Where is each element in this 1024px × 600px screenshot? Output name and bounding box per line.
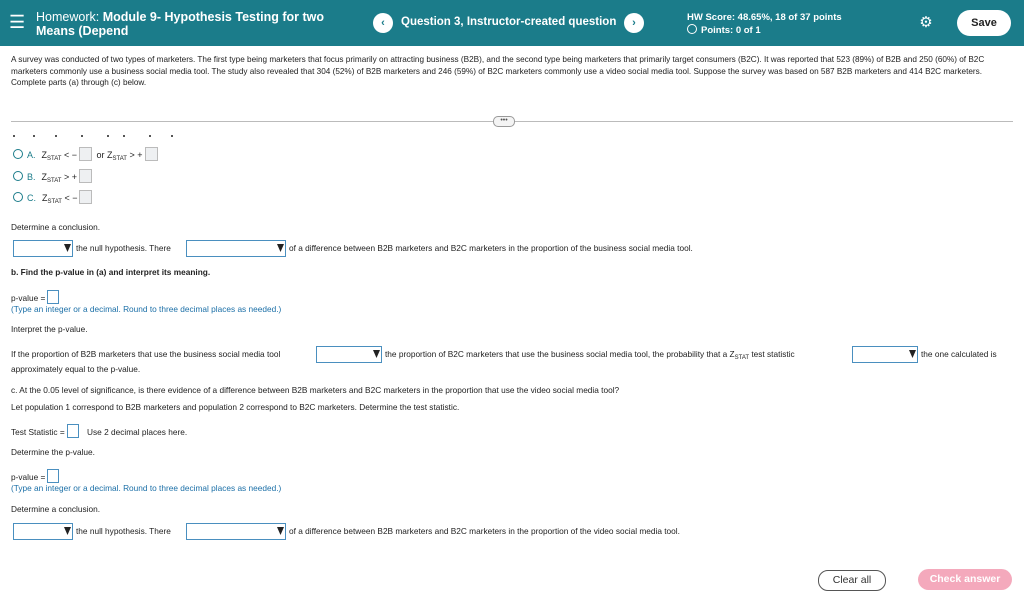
pvalue-b-row [11,290,59,304]
determine-conclusion-a: Determine a conclusion. [11,222,101,232]
hamburger-icon[interactable]: ☰ [9,12,26,32]
conclusion-a-mid: the null hypothesis. There [76,243,171,253]
interp-mid: the proportion of B2C marketers that use the business social media tool, the probability that a Z [385,349,735,359]
interpret-label: Interpret the p-value. [11,324,88,334]
pvalue-c-row [11,469,59,483]
clear-all-button[interactable]: Clear all [818,570,886,591]
z-symbol: Z [41,150,48,160]
option-a[interactable] [13,147,160,161]
option-b-critical-box[interactable] [79,169,92,183]
evidence-select-c[interactable] [186,523,286,540]
homework-name: Module 9- Hypothesis Testing for two Means (Depend [36,10,325,38]
question-intro: A survey was conducted of two types of marketers. The first type being marketers that focus primarily on attracting business (B2B), and the second type being marketers that primarily target consumers (B2C). It was reported that 523 (89%) of B2B and 250 (60%) of B2C marketers commonly use a business social media tool. The study also revealed that 304 (52%) of B2B marketers and 246 (59%) of B2C marketers commonly use a video social media tool. Suppose the survey was based on 587 B2B marketers and 414 B2C marketers. Complete parts (a) through (c) below. [11,55,985,87]
check-answer-button[interactable]: Check answer [918,569,1012,590]
score-panel [687,11,842,37]
interp-mid2: test statistic [751,349,795,359]
evidence-select-a[interactable] [186,240,286,257]
dropdown-arrow-icon [277,244,284,252]
next-question-button[interactable] [624,13,644,33]
dropdown-arrow-icon [64,527,71,535]
option-letter: B. [27,172,36,182]
homework-label: Homework: [36,10,100,24]
conclusion-c-end: of a difference between B2B marketers and B2C marketers in the proportion of the video social media tool. [289,526,680,536]
population-text: Let population 1 correspond to B2B marketers and population 2 correspond to B2C marketers. Determine the test statistic. [11,402,460,412]
reject-decision-select-a[interactable] [13,240,73,257]
dropdown-arrow-icon [277,527,284,535]
pvalue-b-hint: (Type an integer or a decimal. Round to three decimal places as needed.) [11,304,282,314]
option-a-radio[interactable] [13,149,23,159]
part-b-prompt [11,267,210,278]
option-c[interactable] [13,190,94,204]
comparison-select[interactable] [316,346,382,363]
top-header [0,0,1024,46]
dropdown-arrow-icon [64,244,71,252]
option-c-radio[interactable] [13,192,23,202]
pvalue-c-label: p-value = [11,472,46,482]
previous-question-button[interactable] [373,13,393,33]
hw-score: HW Score: 48.65%, 18 of 37 points [687,12,842,23]
operator: > + [129,150,143,160]
z-subscript: STAT [112,156,127,162]
expand-more-button[interactable]: ••• [493,116,515,127]
determine-pvalue-c: Determine the p-value. [11,447,95,457]
z-symbol: Z [42,193,48,203]
points-circle-icon [687,24,697,34]
clipped-text-line [11,129,191,139]
option-letter: C. [27,193,36,203]
z-subscript: STAT [47,178,62,184]
interp-subscript: STAT [734,355,750,361]
save-button[interactable]: Save [957,10,1011,36]
pvalue-c-hint: (Type an integer or a decimal. Round to three decimal places as needed.) [11,483,282,493]
or-text: or Z [96,150,113,160]
interp-line2: approximately equal to the p-value. [11,364,141,374]
conclusion-a-end: of a difference between B2B marketers and B2C marketers in the proportion of the business social media tool. [289,243,693,253]
test-stat-input[interactable] [67,424,79,438]
option-b-radio[interactable] [13,171,23,181]
interp-start: If the proportion of B2B marketers that use the business social media tool [11,349,281,359]
determine-conclusion-c: Determine a conclusion. [11,504,101,514]
dropdown-arrow-icon [909,350,916,358]
z-subscript: STAT [47,156,62,162]
operator: < − [63,150,77,160]
pvalue-b-input[interactable] [47,290,59,304]
points: Points: 0 of 1 [701,25,761,36]
pvalue-b-label: p-value = [11,293,46,303]
option-a-critical-box-2[interactable] [145,147,158,161]
operator: < − [64,193,78,203]
option-letter: A. [27,150,36,160]
z-subscript: STAT [47,199,62,205]
chevron-right-icon: › [632,17,636,29]
test-stat-row [11,424,187,438]
test-stat-hint: Use 2 decimal places here. [87,427,188,437]
option-c-critical-box[interactable] [79,190,92,204]
reject-decision-select-c[interactable] [13,523,73,540]
test-stat-label: Test Statistic = [11,427,65,437]
test-statistic-compare-select[interactable] [852,346,918,363]
option-b[interactable] [13,169,94,183]
gear-icon[interactable]: ⚙ [919,14,933,31]
homework-title [36,10,356,38]
interp-end: the one calculated is [921,349,997,359]
dropdown-arrow-icon [373,350,380,358]
question-label: Question 3, Instructor-created question [401,16,617,28]
z-symbol: Z [41,172,48,182]
operator: > + [63,172,77,182]
interp-mid-row [385,349,795,362]
part-c-prompt: c. At the 0.05 level of significance, is there evidence of a difference between B2B marketers and B2C marketers in the proportion that use the video social media tool? [11,385,620,395]
option-a-critical-box-1[interactable] [79,147,92,161]
chevron-left-icon: ‹ [381,17,385,29]
part-b-prompt-text: b. Find the p-value in (a) and interpret its meaning. [11,267,211,277]
conclusion-c-mid: the null hypothesis. There [76,526,171,536]
pvalue-c-input[interactable] [47,469,59,483]
